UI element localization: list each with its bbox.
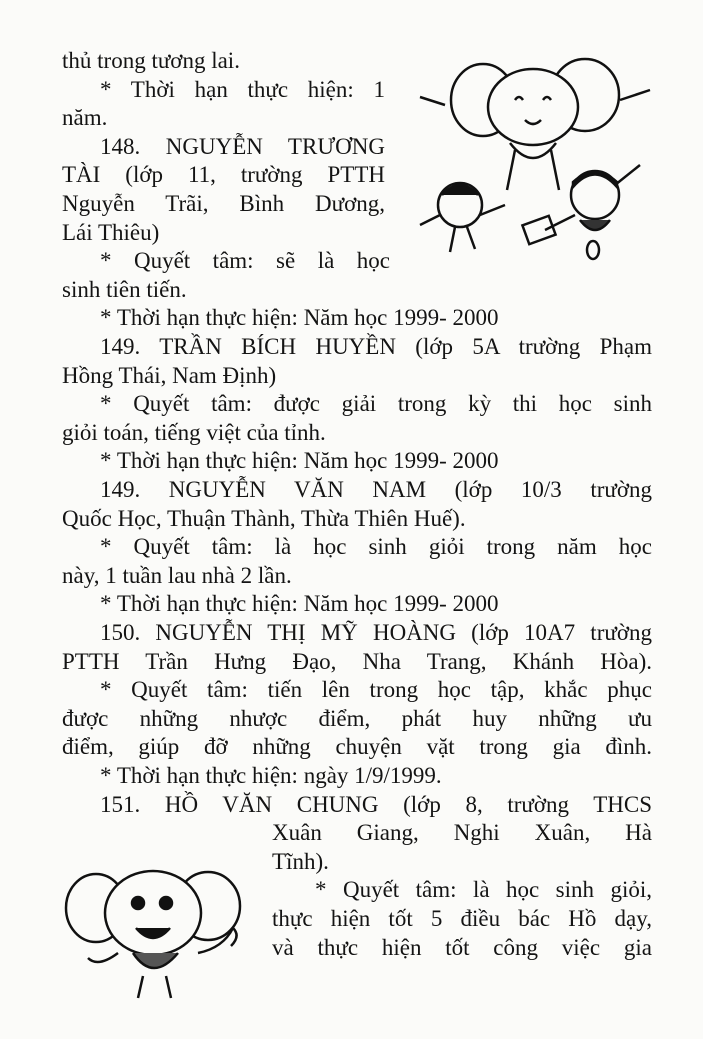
text-line: * Quyết tâm: sẽ là học [100, 248, 390, 274]
text-line: * Thời hạn thực hiện: 1 [100, 76, 385, 102]
text-line: 151. HỒ VĂN CHUNG (lớp 8, trường THCS [100, 791, 652, 817]
text-line: 148. NGUYỄN TRƯƠNG [100, 133, 385, 159]
text-line: * Thời hạn thực hiện: Năm học 1999- 2000 [100, 448, 499, 474]
text-line: thủ trong tương lai. [62, 48, 240, 73]
text-line: * Quyết tâm: tiến lên trong học tập, khắc phục [100, 677, 652, 703]
text-line: * Thời hạn thực hiện: Năm học 1999- 2000 [100, 305, 499, 331]
text-line: * Thời hạn thực hiện: Năm học 1999- 2000 [100, 591, 499, 617]
text-line: 149. NGUYỄN VĂN NAM (lớp 10/3 trường [100, 477, 652, 502]
text-line: * Thời hạn thực hiện: ngày 1/9/1999. [100, 763, 442, 788]
text-line: Nguyễn Trãi, Bình Dương, [62, 191, 385, 216]
text-line: TÀI (lớp 11, trường PTTH [62, 162, 385, 188]
cartoon-character-bottom-icon [58, 858, 258, 1003]
cartoon-characters-flying-icon [415, 45, 660, 270]
text-line: * Quyết tâm: là học sinh giỏi trong năm học [100, 534, 652, 560]
text-line: Quốc Học, Thuận Thành, Thừa Thiên Huế). [62, 505, 466, 531]
text-line: PTTH Trần Hưng Đạo, Nha Trang, Khánh Hòa). [62, 648, 652, 674]
text-line: 150. NGUYỄN THỊ MỸ HOÀNG (lớp 10A7 trường [100, 620, 652, 645]
text-line: Hồng Thái, Nam Định) [62, 362, 277, 388]
text-line: Tĩnh). [272, 848, 329, 874]
text-line: thực hiện tốt 5 điều bác Hồ dạy, [272, 906, 652, 931]
text-line: 149. TRẦN BÍCH HUYỀN (lớp 5A trường Phạm [100, 334, 652, 359]
text-line: * Quyết tâm: là học sinh giỏi, [315, 877, 652, 903]
text-line: giỏi toán, tiếng việt của tỉnh. [62, 419, 326, 445]
text-line: * Quyết tâm: được giải trong kỳ thi học sinh [100, 391, 652, 417]
text-line: này, 1 tuần lau nhà 2 lần. [62, 562, 292, 588]
text-line: Xuân Giang, Nghi Xuân, Hà [272, 820, 652, 846]
text-line: và thực hiện tốt công việc gia [272, 934, 652, 960]
text-line: được những nhược điểm, phát huy những ưu [62, 705, 652, 731]
text-line: điểm, giúp đỡ những chuyện vặt trong gia đình. [62, 734, 652, 760]
text-line: năm. [62, 105, 108, 131]
text-line: sinh tiên tiến. [62, 276, 187, 302]
text-line: Lái Thiêu) [62, 219, 160, 245]
